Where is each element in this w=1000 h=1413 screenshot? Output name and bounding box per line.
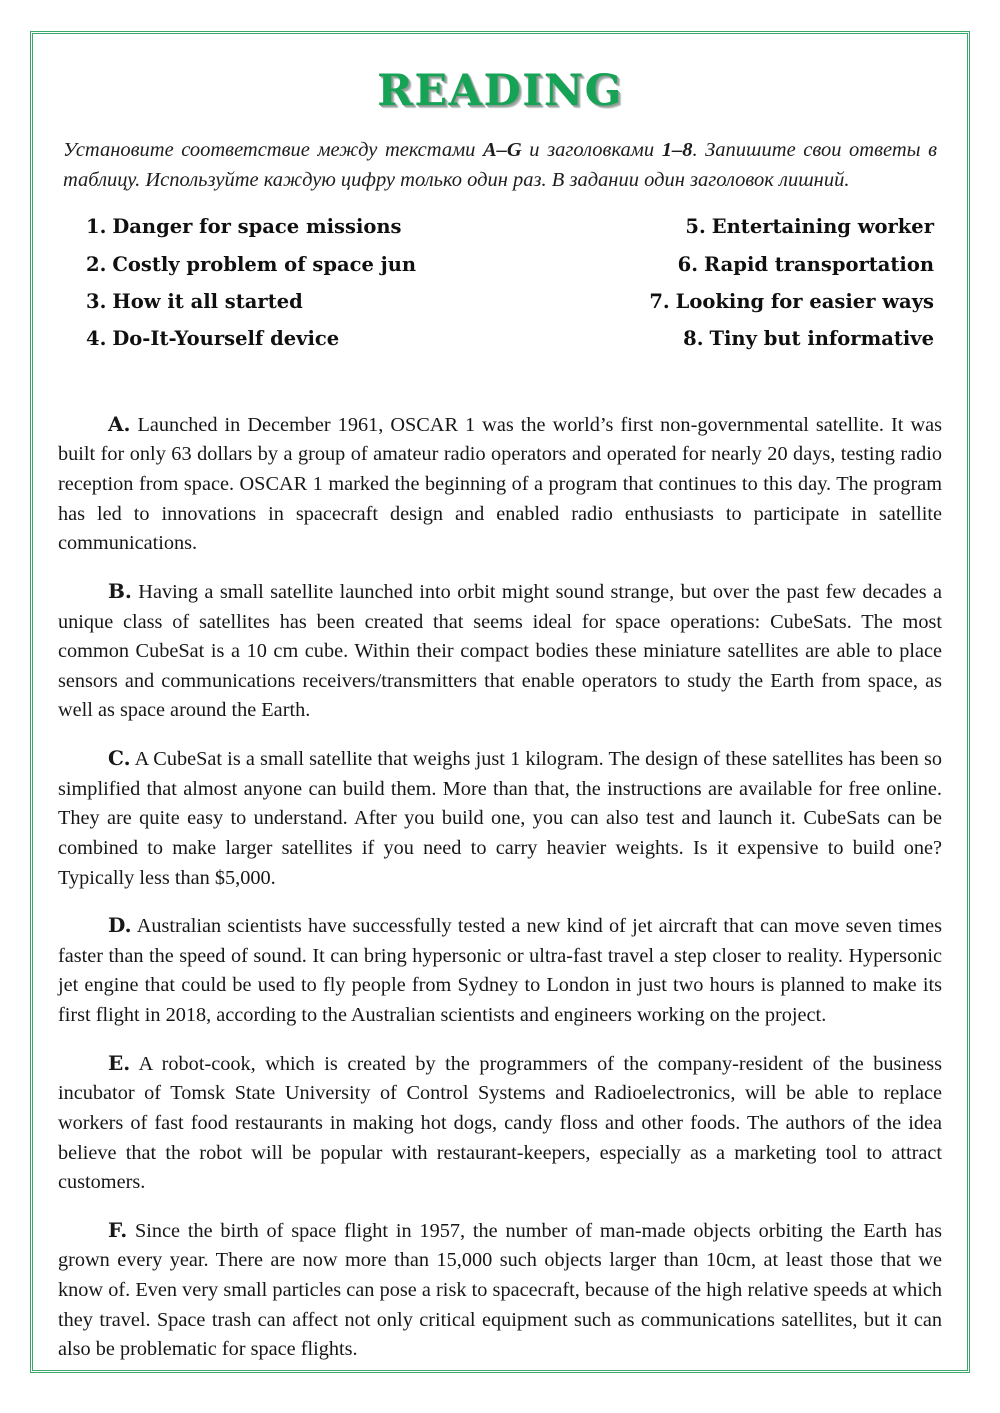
heading-item-5[interactable] — [685, 215, 934, 239]
passage-text-c: A CubeSat is a small satellite that weighs just 1 kilogram. The design of these satellites has been so simplified that almost anyone can build them. More than that, the instructions are available for free online. They are quite easy to understand. After you build one, you can also test and launch it. CubeSats can be combined to make larger satellites if you need to carry heavier weights. Is it expensive to build one? Typically less than $5,000. — [58, 748, 943, 889]
instruction-texts-range: A–G — [482, 139, 522, 161]
headings-column-right — [649, 215, 934, 352]
passage-letter-e: E. — [108, 1050, 131, 1075]
heading-item-7[interactable] — [649, 290, 934, 314]
passage-b — [58, 577, 942, 726]
headings-column-left — [86, 215, 416, 352]
heading-number-5: 5. — [685, 215, 706, 239]
heading-item-3[interactable] — [86, 290, 303, 314]
heading-item-6[interactable] — [678, 253, 934, 277]
heading-label-8: Tiny but informative — [709, 327, 934, 351]
heading-item-8[interactable] — [683, 327, 934, 351]
heading-number-2: 2. — [86, 252, 107, 276]
passage-text-d: Australian scientists have successfully tested a new kind of jet aircraft that can move seven times faster than the speed of sound. It can bring hypersonic or ultra-fast travel a step closer to reality. Hypersonic jet engine that could be used to fly people from Sydney to London in just two hours is planned to make its first flight in 2018, according to the Australian scientists and engineers working on the project. — [58, 915, 943, 1026]
instruction-part-1: Установите соответствие между текстами — [63, 139, 483, 161]
heading-number-6: 6. — [677, 252, 699, 276]
passage-e — [58, 1049, 942, 1198]
passage-c — [58, 744, 942, 893]
heading-label-7: Looking for easier ways — [675, 290, 934, 313]
passage-text-a: Launched in December 1961, OSCAR 1 was the world’s first non-governmental satellite. It was built for only 63 dollars by a group of amateur radio operators and operated for nearly 20 days, testing radio reception from space. OSCAR 1 marked the beginning of a program that continues to this day. The program has led to innovations in spacecraft design and enabled radio enthusiasts to participate in satellite communications. — [58, 413, 942, 555]
passage-a — [58, 410, 942, 559]
heading-label-1: Danger for space missions — [112, 215, 402, 239]
passage-letter-f: F. — [108, 1217, 128, 1242]
page-title-container — [58, 66, 942, 116]
heading-label-5: Entertaining worker — [711, 215, 934, 239]
heading-number-3: 3. — [86, 290, 107, 313]
heading-item-1[interactable] — [86, 215, 402, 239]
page-border-frame — [30, 31, 970, 1373]
passage-letter-b: B. — [108, 578, 132, 603]
passage-d — [58, 911, 942, 1031]
heading-label-2: Costly problem of space jun — [112, 252, 417, 276]
passage-letter-a: A. — [108, 411, 131, 436]
instruction-part-3: . Запишите свои ответы в таблицу. Используйте каждую цифру только один раз. В задании один заголовок лишний. — [63, 139, 937, 192]
passage-text-e: A robot-cook, which is created by the programmers of the company-resident of the business incubator of Tomsk State University of Control Systems and Radioelectronics, will be able to replace workers of fast food restaurants in making hot dogs, candy floss and other foods. The authors of the idea believe that the robot will be popular with restaurant-keepers, especially as a marketing tool to attract customers. — [58, 1052, 942, 1194]
instruction-part-2: и заголовками — [521, 139, 662, 161]
heading-number-1: 1. — [86, 215, 107, 239]
instruction-headings-range: 1–8 — [661, 139, 693, 161]
headings-list — [58, 215, 942, 352]
page-title: READING — [377, 66, 623, 116]
heading-item-2[interactable] — [86, 253, 416, 277]
passage-text-b: Having a small satellite launched into orbit might sound strange, but over the past few decades a unique class of satellites has been created that seems ideal for space operations: CubeSats. The most common CubeSat is a 10 cm cube. Within their compact bodies these miniature satellites are able to place sensors and communications receivers/transmitters that enable operators to study the Earth from space, as well as space around the Earth. — [58, 580, 942, 722]
heading-item-4[interactable] — [86, 327, 339, 351]
heading-label-6: Rapid transportation — [704, 252, 934, 276]
passage-f — [58, 1216, 942, 1365]
passage-letter-d: D. — [108, 913, 132, 938]
heading-number-7: 7. — [649, 290, 670, 313]
passage-text-f: Since the birth of space flight in 1957, the number of man-made objects orbiting the Earth has grown every year. There are now more than 15,000 such objects larger than 10cm, at least those that we know of. Even very small particles can pose a risk to spacecraft, because of the high relative speeds at which they travel. Space trash can affect not only critical equipment such as communications satellites, but it can also be problematic for space flights. — [58, 1219, 942, 1361]
heading-number-8: 8. — [683, 327, 704, 351]
heading-number-4: 4. — [86, 327, 107, 351]
reading-passages — [58, 410, 942, 1365]
heading-label-4: Do-It-Yourself device — [112, 327, 340, 351]
passage-letter-c: C. — [108, 746, 131, 770]
heading-label-3: How it all started — [112, 290, 303, 313]
task-instruction — [63, 135, 937, 195]
